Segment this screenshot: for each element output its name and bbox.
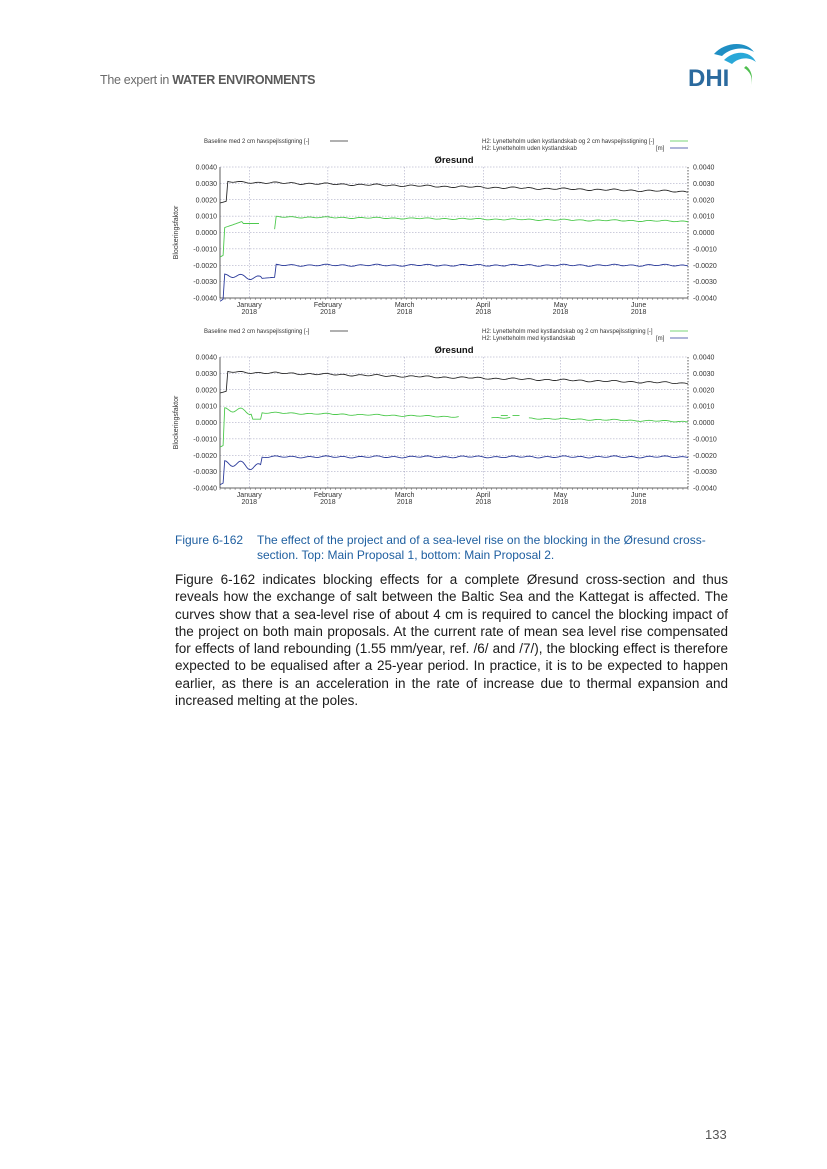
y-tick-left: 0.0030 xyxy=(195,370,217,378)
chart-title: Øresund xyxy=(434,345,474,356)
y-tick-right: -0.0020 xyxy=(693,262,717,270)
x-tick-month: March xyxy=(394,302,415,309)
series-blue-line xyxy=(220,264,688,301)
x-tick-month: March xyxy=(394,492,415,499)
legend-blue-label: H2: Lynetteholm uden kystlandskab xyxy=(482,146,577,152)
y-tick-left: -0.0020 xyxy=(193,262,217,270)
x-tick-year: 2018 xyxy=(630,309,647,316)
x-tick-month: February xyxy=(313,492,342,499)
caption-line2: section. Top: Main Proposal 1, bottom: Main Proposal 2. xyxy=(257,548,555,562)
x-tick-year: 2018 xyxy=(630,499,647,506)
x-tick-month: May xyxy=(553,302,568,309)
x-tick-year: 2018 xyxy=(475,499,492,506)
y-tick-left: -0.0010 xyxy=(193,246,217,254)
chart-bottom xyxy=(160,325,720,510)
header-tagline xyxy=(100,73,315,87)
legend-blue-unit: [m] xyxy=(656,336,665,342)
logo-text: DHI xyxy=(688,65,730,90)
x-tick-year: 2018 xyxy=(552,309,569,316)
x-tick-year: 2018 xyxy=(241,499,258,506)
y-tick-right: 0.0010 xyxy=(693,213,715,221)
caption-number: Figure 6-162 xyxy=(175,533,244,547)
x-tick-year: 2018 xyxy=(320,499,336,506)
y-tick-right: -0.0030 xyxy=(693,279,717,287)
y-tick-left: 0.0020 xyxy=(195,197,217,205)
chart-top-svg xyxy=(160,135,720,320)
x-tick-month: May xyxy=(553,492,568,499)
y-tick-right: -0.0010 xyxy=(693,436,717,444)
x-tick-month: April xyxy=(476,302,491,309)
y-tick-right: 0.0000 xyxy=(693,420,715,427)
y-tick-left: -0.0040 xyxy=(193,485,217,493)
y-axis-label: Blockeringsfaktor xyxy=(173,395,180,450)
chart-bottom-svg xyxy=(160,325,720,510)
x-tick-year: 2018 xyxy=(320,309,336,316)
legend-baseline-label: Baseline med 2 cm havspejlsstigning [-] xyxy=(204,329,310,335)
body-paragraph: Figure 6-162 indicates blocking effects for a complete Øresund cross-section and thus reveals how the exchange of salt between the Baltic Sea and the Kattegat is affected. The curves show that a sea-level rise of about 4 cm is required to cancel the blocking impact of the project on both main proposals. At the current rate of mean sea level rise compensated for effects of land rebounding (1.55 mm/year, ref. /6/ and /7/), the blocking effect is therefore expected to be equalised after a 25-year period. In practice, it is to be expected to happen earlier, as there is an acceleration in the rate of increase due to thermal expansion and increased melting at the poles. xyxy=(175,572,728,709)
x-tick-month: June xyxy=(631,492,647,499)
series-green-line xyxy=(220,408,459,447)
y-tick-right: 0.0020 xyxy=(693,197,715,205)
y-tick-left: 0.0040 xyxy=(195,354,217,362)
legend-green-label: H2: Lynetteholm med kystlandskab og 2 cm havspejlsstigning [-] xyxy=(482,329,653,335)
y-tick-left: -0.0020 xyxy=(193,452,217,460)
y-tick-right: -0.0020 xyxy=(693,452,717,460)
y-tick-left: 0.0000 xyxy=(195,420,217,427)
y-tick-left: -0.0010 xyxy=(193,436,217,444)
x-tick-year: 2018 xyxy=(396,499,413,506)
y-tick-left: 0.0030 xyxy=(195,180,217,188)
y-tick-left: -0.0030 xyxy=(193,469,217,477)
y-tick-right: 0.0040 xyxy=(693,164,715,172)
x-tick-month: January xyxy=(236,302,262,309)
page-number: 133 xyxy=(705,1127,727,1142)
y-tick-right: 0.0000 xyxy=(693,230,715,237)
x-tick-month: January xyxy=(236,492,262,499)
series-blue-line xyxy=(220,456,688,485)
chart-top xyxy=(160,135,720,320)
y-tick-right: -0.0040 xyxy=(693,485,717,493)
series-green-line xyxy=(220,222,259,258)
x-tick-month: February xyxy=(313,302,342,309)
series-green-line xyxy=(491,417,510,418)
caption-line1: The effect of the project and of a sea-level rise on the blocking in the Øresund cross- xyxy=(257,533,706,547)
y-tick-right: 0.0040 xyxy=(693,354,715,362)
x-tick-year: 2018 xyxy=(241,309,258,316)
y-tick-right: -0.0040 xyxy=(693,295,717,303)
y-tick-right: 0.0010 xyxy=(693,403,715,411)
x-tick-year: 2018 xyxy=(396,309,413,316)
y-tick-left: 0.0010 xyxy=(195,403,217,411)
dhi-logo xyxy=(684,40,759,90)
tagline-prefix: The expert in xyxy=(100,73,173,87)
x-tick-month: June xyxy=(631,302,647,309)
x-tick-month: April xyxy=(476,492,491,499)
y-tick-left: 0.0000 xyxy=(195,230,217,237)
y-tick-left: 0.0010 xyxy=(195,213,217,221)
x-tick-year: 2018 xyxy=(552,499,569,506)
legend-blue-unit: [m] xyxy=(656,146,665,152)
y-tick-left: 0.0020 xyxy=(195,387,217,395)
y-tick-left: -0.0040 xyxy=(193,295,217,303)
legend-baseline-label: Baseline med 2 cm havspejlsstigning [-] xyxy=(204,139,310,145)
y-tick-right: 0.0030 xyxy=(693,180,715,188)
chart-title: Øresund xyxy=(434,155,474,166)
y-tick-right: -0.0030 xyxy=(693,469,717,477)
figure-caption xyxy=(175,533,735,563)
legend-blue-label: H2: Lynetteholm med kystlandskab xyxy=(482,336,576,342)
tagline-bold: WATER ENVIRONMENTS xyxy=(172,73,316,87)
y-tick-right: 0.0030 xyxy=(693,370,715,378)
series-green-line xyxy=(275,216,688,229)
series-green-line xyxy=(529,418,688,422)
y-tick-right: 0.0020 xyxy=(693,387,715,395)
y-tick-right: -0.0010 xyxy=(693,246,717,254)
x-tick-year: 2018 xyxy=(475,309,492,316)
y-tick-left: -0.0030 xyxy=(193,279,217,287)
y-tick-left: 0.0040 xyxy=(195,164,217,172)
y-axis-label: Blockeringsfaktor xyxy=(173,205,180,260)
legend-green-label: H2: Lynetteholm uden kystlandskab og 2 cm havspejlsstigning [-] xyxy=(482,139,655,145)
